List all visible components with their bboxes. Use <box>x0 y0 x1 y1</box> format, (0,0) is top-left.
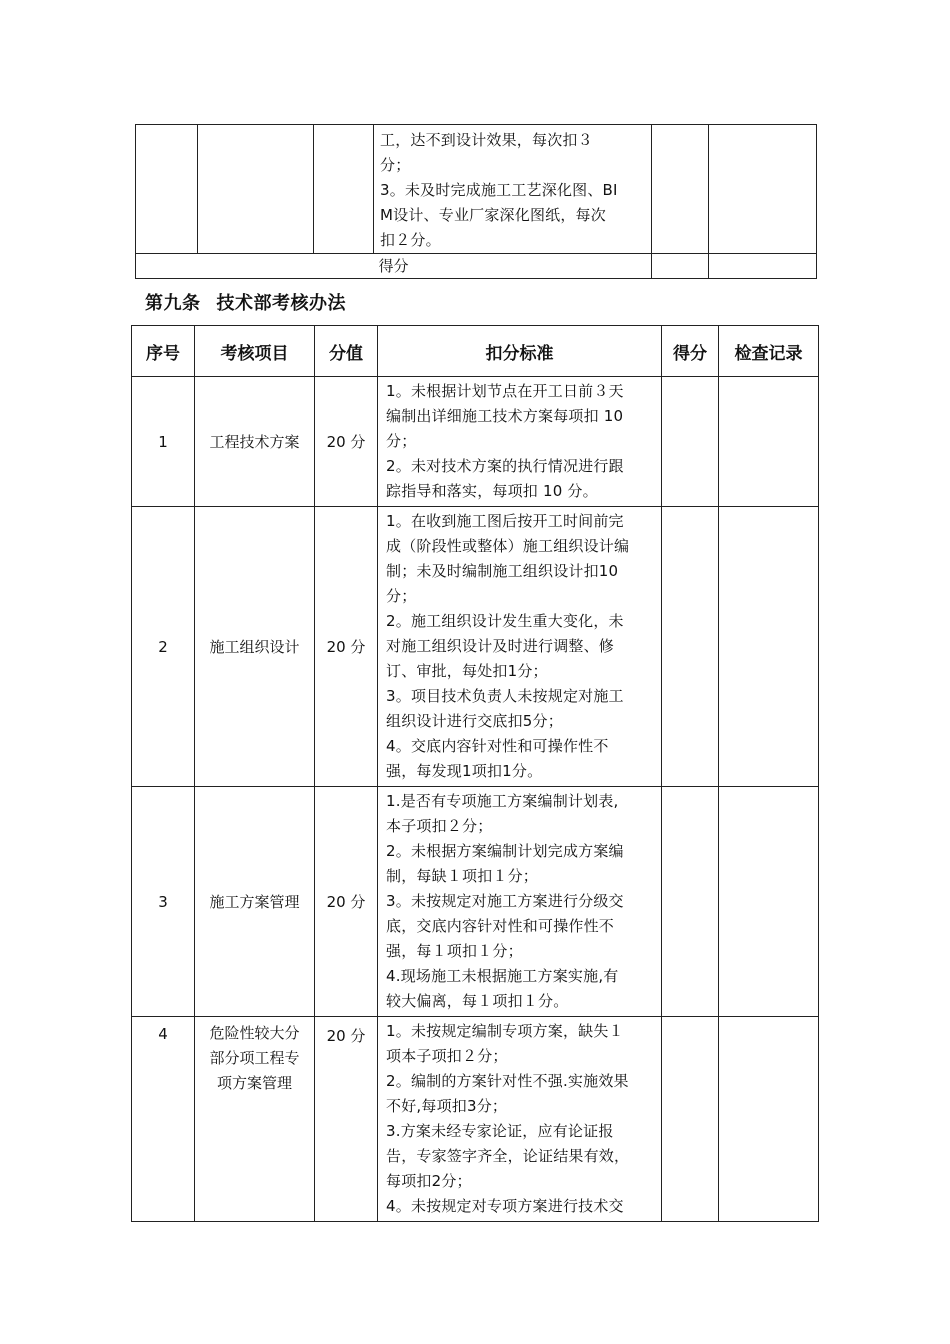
table-row <box>132 377 819 507</box>
cell-points: 20 分 <box>315 1017 378 1222</box>
criteria-line: 4。交底内容针对性和可操作性不 <box>386 737 609 755</box>
criteria-line: 1.是否有专项施工方案编制计划表, <box>386 792 619 810</box>
cell-record <box>709 254 817 279</box>
cell-no: 3 <box>132 787 195 1017</box>
criteria-line: 3。未按规定对施工方案进行分级交 <box>386 892 624 910</box>
criteria-line: 底，交底内容针对性和可操作性不 <box>386 917 615 935</box>
score-row <box>136 254 817 279</box>
criteria-line: 强，每发现1项扣1分。 <box>386 762 543 780</box>
cell-points: 20 分 <box>315 787 378 1017</box>
section-heading <box>145 289 346 315</box>
score-label: 得分 <box>136 254 652 279</box>
cell-item <box>195 1017 315 1222</box>
criteria-line: 编制出详细施工技术方案每项扣 10 <box>386 407 624 425</box>
table-header-row <box>132 326 819 377</box>
cell-score <box>662 507 719 787</box>
cell-score <box>652 125 709 254</box>
criteria-line: 4。未按规定对专项方案进行技术交 <box>386 1197 624 1215</box>
cell-points: 20 分 <box>315 377 378 507</box>
criteria-line: 订、审批，每处扣1分； <box>386 662 548 680</box>
criteria-line: 扣２分。 <box>380 231 441 249</box>
cell-record <box>719 377 819 507</box>
header-points: 分值 <box>315 326 378 377</box>
cell-record <box>719 787 819 1017</box>
criteria-line: 1。未根据计划节点在开工日前３天 <box>386 382 624 400</box>
criteria-line: 项本子项扣２分； <box>386 1047 508 1065</box>
table-row <box>132 507 819 787</box>
criteria-line: 踪指导和落实，每项扣 10 分。 <box>386 482 598 500</box>
cell-points: 20 分 <box>315 507 378 787</box>
criteria-line: 成（阶段性或整体）施工组织设计编 <box>386 537 630 555</box>
cell-criteria <box>378 377 662 507</box>
criteria-line: 组织设计进行交底扣5分； <box>386 712 563 730</box>
criteria-line: 3。项目技术负责人未按规定对施工 <box>386 687 624 705</box>
criteria-line: 较大偏离，每１项扣１分。 <box>386 992 569 1010</box>
criteria-line: 2。未对技术方案的执行情况进行跟 <box>386 457 624 475</box>
criteria-line: 2。未根据方案编制计划完成方案编 <box>386 842 624 860</box>
cell-criteria <box>378 787 662 1017</box>
criteria-line: 对施工组织设计及时进行调整、修 <box>386 637 615 655</box>
table-row <box>136 125 817 254</box>
cell-score <box>662 1017 719 1222</box>
criteria-line: 告，专家签字齐全，论证结果有效， <box>386 1147 630 1165</box>
criteria-line: 分； <box>386 432 417 450</box>
criteria-line: 工，达不到设计效果，每次扣３ <box>380 131 593 149</box>
item-line: 项方案管理 <box>216 1074 292 1092</box>
cell-no: 4 <box>132 1017 195 1222</box>
criteria-line: 分； <box>380 156 411 174</box>
criteria-line: 1。未按规定编制专项方案，缺失１ <box>386 1022 624 1040</box>
item-line: 部分项工程专 <box>209 1049 300 1067</box>
criteria-line: 4.现场施工未根据施工方案实施,有 <box>386 967 619 985</box>
cell-criteria <box>374 125 652 254</box>
cell-score <box>652 254 709 279</box>
header-score: 得分 <box>662 326 719 377</box>
table-row <box>132 1017 819 1222</box>
table-row <box>132 787 819 1017</box>
criteria-line: 3。未及时完成施工工艺深化图、BI <box>380 181 618 199</box>
criteria-line: 2。编制的方案针对性不强.实施效果 <box>386 1072 629 1090</box>
cell-record <box>709 125 817 254</box>
criteria-line: 制，每缺１项扣１分； <box>386 867 539 885</box>
continuation-table <box>135 124 817 279</box>
header-record: 检查记录 <box>719 326 819 377</box>
cell-no <box>136 125 198 254</box>
criteria-line: 分； <box>386 587 417 605</box>
criteria-line: 本子项扣２分； <box>386 817 493 835</box>
criteria-line: 每项扣2分； <box>386 1172 472 1190</box>
criteria-line: 强，每１项扣１分； <box>386 942 523 960</box>
header-no: 序号 <box>132 326 195 377</box>
assessment-table <box>131 325 819 1222</box>
criteria-line: 2。施工组织设计发生重大变化，未 <box>386 612 624 630</box>
criteria-line: 不好,每项扣3分； <box>386 1097 508 1115</box>
cell-score <box>662 787 719 1017</box>
section-title: 技术部考核办法 <box>216 293 346 314</box>
criteria-line: 1。在收到施工图后按开工时间前完 <box>386 512 624 530</box>
article-number: 第九条 <box>145 293 201 314</box>
cell-points <box>314 125 374 254</box>
header-criteria: 扣分标准 <box>378 326 662 377</box>
item-line: 危险性较大分 <box>209 1024 300 1042</box>
cell-no: 2 <box>132 507 195 787</box>
cell-no: 1 <box>132 377 195 507</box>
criteria-line: M设计、专业厂家深化图纸，每次 <box>380 206 606 224</box>
cell-item: 施工方案管理 <box>195 787 315 1017</box>
cell-record <box>719 507 819 787</box>
header-item: 考核项目 <box>195 326 315 377</box>
cell-criteria <box>378 1017 662 1222</box>
cell-score <box>662 377 719 507</box>
cell-record <box>719 1017 819 1222</box>
criteria-line: 制；未及时编制施工组织设计扣10 <box>386 562 619 580</box>
cell-item: 施工组织设计 <box>195 507 315 787</box>
cell-item <box>198 125 314 254</box>
cell-criteria <box>378 507 662 787</box>
criteria-line: 3.方案未经专家论证，应有论证报 <box>386 1122 614 1140</box>
cell-item: 工程技术方案 <box>195 377 315 507</box>
